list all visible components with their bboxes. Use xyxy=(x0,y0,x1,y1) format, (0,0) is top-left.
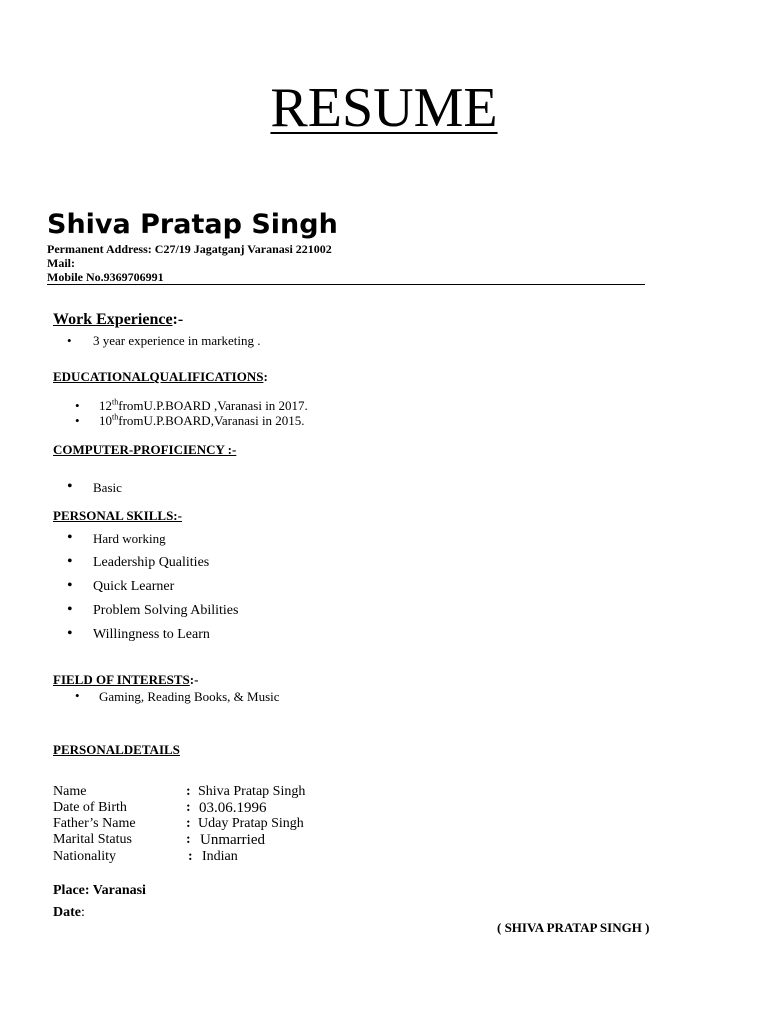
detail-value: Shiva Pratap Singh xyxy=(198,784,306,799)
bullet-icon: • xyxy=(67,625,73,642)
signature-name: ( SHIVA PRATAP SINGH ) xyxy=(497,920,650,935)
personal-details-heading-text: PERSONALDETAILS xyxy=(53,742,180,757)
education-heading xyxy=(53,369,268,385)
education-item-sup: th xyxy=(112,412,119,422)
personal-skills-heading xyxy=(53,508,182,524)
detail-colon: : xyxy=(186,832,191,847)
detail-label: Father’s Name xyxy=(53,816,136,831)
title-text: RESUME xyxy=(270,77,498,139)
education-item-year: 12 xyxy=(99,398,112,413)
detail-label: Name xyxy=(53,784,87,799)
detail-value: Uday Pratap Singh xyxy=(198,816,304,831)
detail-label: Nationality xyxy=(53,849,116,864)
detail-label: Date of Birth xyxy=(53,800,127,815)
date-suffix: : xyxy=(81,905,85,920)
bullet-icon: • xyxy=(75,688,80,703)
bullet-icon: • xyxy=(67,601,73,618)
personal-details-heading xyxy=(53,742,180,758)
detail-value: Unmarried xyxy=(200,832,265,848)
computer-proficiency-heading xyxy=(53,442,236,458)
interests-heading-text: FIELD OF INTERESTS xyxy=(53,672,190,687)
date-label: Date xyxy=(53,905,81,920)
interest-item: Gaming, Reading Books, & Music xyxy=(99,689,280,704)
bullet-icon: • xyxy=(67,577,73,594)
detail-value: Indian xyxy=(202,849,238,864)
candidate-name: Shiva Pratap Singh xyxy=(47,209,338,240)
education-item-sup: th xyxy=(112,397,119,407)
detail-colon: : xyxy=(186,784,191,799)
page-title xyxy=(0,76,768,140)
address-line: Permanent Address: C27/19 Jagatganj Varanasi 221002 xyxy=(47,242,332,256)
work-experience-heading-text: Work Experience xyxy=(53,311,173,328)
bullet-icon: • xyxy=(67,529,73,546)
skill-item: Hard working xyxy=(93,531,166,546)
education-item-year: 10 xyxy=(99,413,112,428)
detail-colon: : xyxy=(186,816,191,831)
bullet-icon: • xyxy=(75,398,80,413)
education-item xyxy=(99,398,308,414)
mail-line: Mail: xyxy=(47,256,75,270)
bullet-icon: • xyxy=(67,478,73,495)
skill-item: Willingness to Learn xyxy=(93,627,210,642)
skill-item: Problem Solving Abilities xyxy=(93,603,239,618)
place-line: Place: Varanasi xyxy=(53,883,146,898)
interests-heading-suffix: :- xyxy=(189,672,199,687)
skill-item: Leadership Qualities xyxy=(93,555,210,570)
mobile-line: Mobile No.9369706991 xyxy=(47,270,164,284)
education-heading-text: EDUCATIONALQUALIFICATIONS xyxy=(53,369,264,384)
work-item: 3 year experience in marketing . xyxy=(93,333,261,348)
header-divider xyxy=(47,284,645,285)
computer-item: Basic xyxy=(93,480,122,495)
detail-label: Marital Status xyxy=(53,832,132,847)
skill-item: Quick Learner xyxy=(93,579,175,594)
personal-skills-heading-text: PERSONAL SKILLS:- xyxy=(53,508,182,523)
interests-heading xyxy=(53,672,198,688)
bullet-icon: • xyxy=(75,413,80,428)
education-item xyxy=(99,413,305,429)
education-heading-suffix: : xyxy=(263,369,268,384)
detail-colon: : xyxy=(186,800,191,815)
bullet-icon: • xyxy=(67,333,72,348)
bullet-icon: • xyxy=(67,553,73,570)
work-experience-heading-suffix: :- xyxy=(172,311,184,328)
detail-value: 03.06.1996 xyxy=(199,800,267,816)
date-line xyxy=(53,904,85,922)
computer-proficiency-heading-text: COMPUTER-PROFICIENCY :- xyxy=(53,442,237,457)
work-experience-heading xyxy=(53,310,183,330)
detail-colon: : xyxy=(188,849,193,864)
education-item-text: fromU.P.BOARD ,Varanasi in 2017. xyxy=(118,398,308,413)
education-item-text: fromU.P.BOARD,Varanasi in 2015. xyxy=(118,413,305,428)
